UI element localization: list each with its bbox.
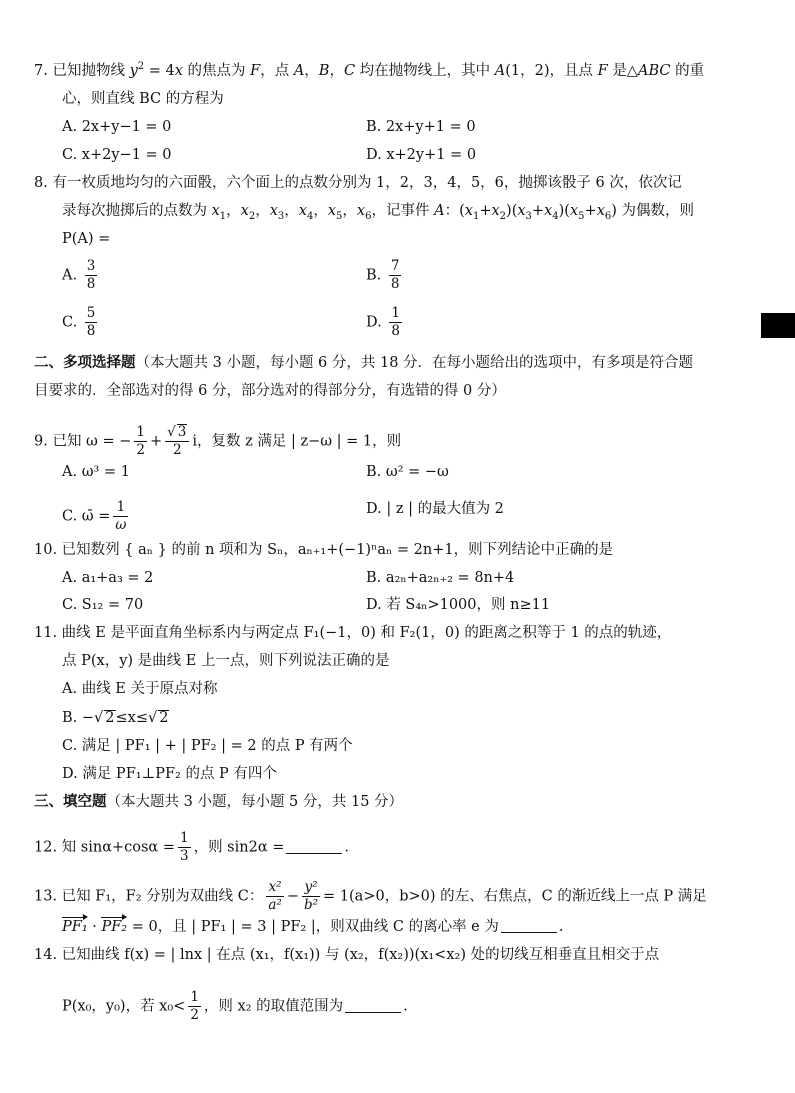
q11-option-a: A. 曲线 E 关于原点对称	[62, 681, 218, 697]
q11-option-b: B. −√ 2≤x≤√ 2	[62, 710, 169, 726]
q9-number: 9.	[34, 433, 48, 450]
fraction: $\frac{7}{8}$	[390, 258, 400, 292]
q11-number: 11.	[34, 625, 58, 641]
fraction: $\frac{5}{8}$	[86, 305, 96, 339]
q9-line1: 9. 已知 ω = − $\frac{1}{2}$ + $\frac{√ 3}{2}$ i，复数 z 满足 | z−ω | = 1，则	[34, 424, 402, 458]
q7-line1: 7. 已知抛物线 $y^2 = 4x$ 的焦点为 F，点 A，B，C 均在抛物线上，其中 A(1，2)，且点 F 是△ABC 的重	[34, 61, 705, 79]
q8-option-d: D. $\frac{1}{8}$	[366, 305, 400, 339]
q11-line1: 11. 曲线 E 是平面直角坐标系内与两定点 F₁(−1，0) 和 F₂(1，0) 的距离之积等于 1 的点的轨迹，	[34, 625, 672, 641]
q7-option-d: D. x+2y+1 = 0	[366, 147, 477, 163]
answer-blank[interactable]	[501, 918, 557, 933]
q9-option-a: A. ω³ = 1	[62, 464, 130, 480]
q8-number: 8.	[34, 175, 48, 191]
fraction: $\frac{1}{2}$	[136, 424, 145, 458]
q10-option-a: A. a₁+a₃ = 2	[62, 570, 154, 586]
q14-line1: 14. 已知曲线 f(x) = | lnx | 在点 (x₁，f(x₁)) 与 (x₂，f(x₂))(x₁<x₂) 处的切线互相垂直且相交于点	[34, 947, 660, 963]
vector-pf2: PF₂	[101, 919, 128, 935]
fraction: $\frac{\text{x²}}{\text{a²}}$	[268, 879, 282, 913]
fraction: $\frac{\text{y²}}{\text{b²}}$	[303, 879, 319, 913]
q7-line2: 心，则直线 BC 的方程为	[62, 91, 224, 107]
q14-number: 14.	[34, 947, 58, 963]
q10-number: 10.	[34, 542, 58, 558]
q8-line2: 录每次抛掷后的点数为 $x_1$，$x_2$，$x_3$，$x_4$，$x_5$，$x_6$，记事件 A：$(x_1+x_2)(x_3+x_4)(x_5+x_6)$ 为偶数，则	[62, 203, 695, 222]
section-title: 三、填空题	[34, 793, 107, 810]
fraction: $\frac{1}{2}$	[190, 989, 199, 1023]
section-2-line2: 目要求的．全部选对的得 6 分，部分选对的得部分分，有选错的得 0 分）	[34, 383, 506, 399]
q7-option-c: C. x+2y−1 = 0	[62, 147, 172, 163]
fraction: $\frac{1}{\omega}$	[115, 499, 127, 533]
q13-number: 13.	[34, 888, 58, 905]
q11-line2: 点 P(x，y) 是曲线 E 上一点，则下列说法正确的是	[62, 653, 390, 669]
section-2-heading: 二、多项选择题（本大题共 3 小题，每小题 6 分，共 18 分．在每小题给出的选项中，有多项是符合题	[34, 354, 694, 371]
q7-option-b: B. 2x+y+1 = 0	[366, 119, 476, 135]
q7-option-a: A. 2x+y−1 = 0	[62, 119, 172, 135]
q11-option-c: C. 满足 | PF₁ | + | PF₂ | = 2 的点 P 有两个	[62, 738, 353, 754]
q9-option-d: D. | z | 的最大值为 2	[366, 501, 504, 517]
q11-option-d: D. 满足 PF₁⊥PF₂ 的点 P 有四个	[62, 766, 277, 782]
q10-option-b: B. a₂ₙ+a₂ₙ₊₂ = 8n+4	[366, 570, 515, 586]
section-3-heading: 三、填空题（本大题共 3 小题，每小题 5 分，共 15 分）	[34, 793, 404, 810]
fraction: $\frac{1}{8}$	[391, 305, 400, 339]
q8-line1: 8. 有一枚质地均匀的六面骰，六个面上的点数分别为 1，2，3，4，5，6，抛掷该骰子 6 次，依次记	[34, 175, 682, 191]
fraction: $\frac{3}{8}$	[86, 258, 96, 292]
fraction: $\frac{√ 3}{2}$	[165, 424, 189, 459]
section-title: 二、多项选择题	[34, 354, 136, 371]
vector-pf1: PF₁	[62, 919, 88, 935]
q10-option-c: C. S₁₂ = 70	[62, 597, 144, 613]
page-tab-marker	[761, 313, 795, 338]
q14-line2: P(x₀，y₀)，若 x₀< $\frac{1}{2}$ ，则 x₂ 的取值范围为 .	[62, 989, 408, 1023]
q10-option-d: D. 若 S₄ₙ>1000，则 n≥11	[366, 597, 551, 613]
fraction: $\frac{1}{3}$	[179, 830, 189, 864]
q7-number: 7.	[34, 63, 48, 79]
q10-line1: 10. 已知数列 { aₙ } 的前 n 项和为 Sₙ，aₙ₊₁+(−1)ⁿaₙ = 2n+1，则下列结论中正确的是	[34, 542, 614, 558]
q8-option-c: C. $\frac{5}{8}$	[62, 305, 96, 339]
q13-line2: PF₁ · PF₂ = 0，且 | PF₁ | = 3 | PF₂ |，则双曲线 C 的离心率 e 为 .	[62, 919, 564, 935]
q8-line3: P(A) =	[62, 231, 111, 247]
q8-option-a: A. $\frac{3}{8}$	[62, 258, 96, 292]
q12-line1: 12. 知 sinα+cosα = $\frac{1}{3}$ ，则 sin2α = .	[34, 830, 349, 864]
q9-option-b: B. ω² = −ω	[366, 464, 449, 480]
q9-option-c: C. ω̄ = $\frac{1}{\omega}$	[62, 499, 127, 533]
answer-blank[interactable]	[345, 998, 401, 1013]
answer-blank[interactable]	[286, 839, 342, 854]
q13-line1: 13. 已知 F₁，F₂ 分别为双曲线 C： $\frac{\text{x²}}{\text{a²}}$ − $\frac{\text{y²}}{\text{b²}}$ = 1(a>0，b>0) 的左、右焦点，C 的渐近线上一点 P 满足	[34, 879, 707, 913]
q12-number: 12.	[34, 839, 58, 856]
q8-option-b: B. $\frac{7}{8}$	[366, 258, 400, 292]
